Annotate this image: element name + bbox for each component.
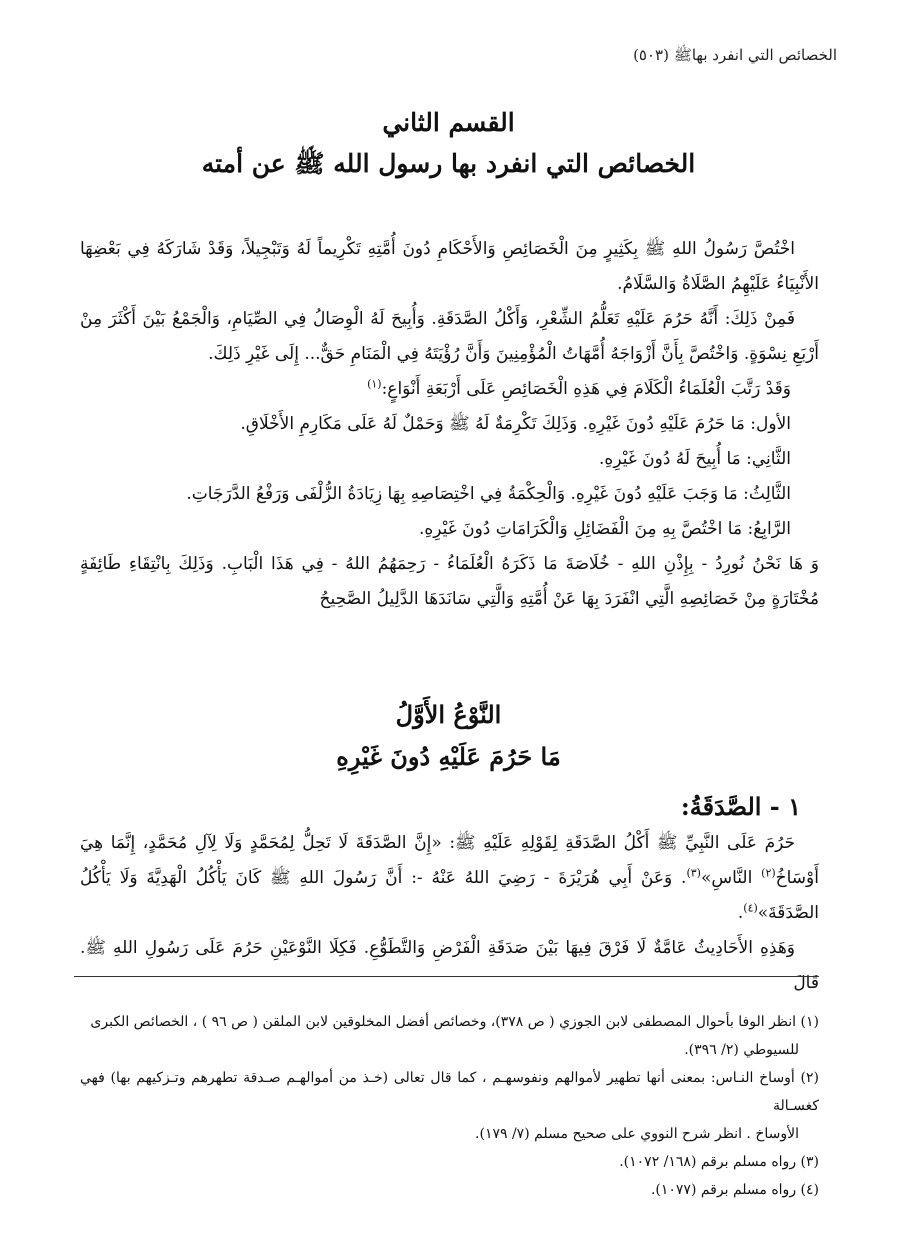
footnote-divider (74, 976, 819, 977)
paragraph-text: . (737, 903, 744, 923)
paragraph-text: وَقَدْ رَتَّبَ الْعُلَمَاءُ الْكَلَامَ فِي هَذِهِ الْخَصَائِصِ عَلَى أَرْبَعَةِ أَنْوَاعٍ: (381, 379, 791, 399)
paragraph: اخْتُصَّ رَسُولُ اللهِ ﷺ بِكَثِيرٍ مِنَ الْخَصَائِصِ وَالأَحْكَامِ دُونَ أُمَّتِهِ تَكْرِيماً لَهُ وَتَبْجِيلاً، وَقَدْ شَارَكَهُ فِي بَعْضِهَا الأَنْبِيَاءُ عَلَيْهِمُ الصَّلَاةُ وَالسَّلَامُ. (80, 239, 819, 294)
paragraph: الثَّانِي: مَا أُبِيحَ لَهُ دُونَ غَيْرِهِ. (599, 449, 791, 469)
paragraph (80, 372, 791, 407)
item-text (80, 826, 819, 1001)
type-heading: النَّوْعُ الأَوَّلُ (395, 700, 502, 729)
footnote-ref[interactable]: (٤) (743, 901, 758, 915)
section-title: القسم الثاني (382, 108, 515, 137)
footnote-continuation: للسيوطي (٢/ ٣٩٦). (684, 1042, 799, 1058)
paragraph (80, 826, 819, 931)
intro-text (80, 232, 819, 617)
section-subtitle: الخصائص التي انفرد بها رسول الله ﷺ عن أمته (201, 149, 696, 178)
footnote: (٢) أوساخ النـاس: بمعنى أنها تطهير لأموالهم ونفوسهـم ، كما قال تعالى (خـذ من أموالهـم صـدقة تطهرهم وتـزكيهم بها) فهي كغسـالة (80, 1070, 819, 1114)
footnote-ref[interactable]: (٣) (686, 866, 701, 880)
footnote-continuation: الأوساخ . انظر شرح النووي على صحيح مسلم (٧/ ١٧٩). (475, 1126, 799, 1142)
type-subheading: مَا حَرُمَ عَلَيْهِ دُونَ غَيْرِهِ (336, 742, 561, 771)
footnote: (١) انظر الوفا بأحوال المصطفى لابن الجوزي ( ص ٣٧٨)، وخصائص أفضل المخلوقين لابن الملقن ( ص ٩٦ ) ، الخصائص الكبرى (90, 1014, 819, 1030)
paragraph: الأول: مَا حَرُمَ عَلَيْهِ دُونَ غَيْرِهِ. وَذَلِكَ تَكْرِمَةٌ لَهُ ﷺ وَحَمْلٌ لَهُ عَلَى مَكَارِمِ الأَخْلَاقِ. (240, 414, 791, 434)
paragraph: الثَّالِثُ: مَا وَجَبَ عَلَيْهِ دُونَ غَيْرِهِ. وَالْحِكْمَةُ فِي اخْتِصَاصِهِ بِهَا زِيَادَةُ الزُّلْفَى وَرَفْعُ الدَّرَجَاتِ. (186, 484, 791, 504)
running-head: الخصائص التي انفرد بهاﷺ (٥٠٣) (633, 46, 837, 64)
footnote: (٣) رواه مسلم برقم (١٦٨/ ١٠٧٢). (619, 1154, 819, 1170)
paragraph-text: حَرُمَ عَلَى النَّبِيِّ ﷺ أَكْلُ الصَّدَقَةِ لِقَوْلِهِ عَلَيْهِ ﷺ: «إِنَّ الصَّدَقَةَ لَا تَحِلُّ لِمُحَمَّدٍ وَلَا لِآلِ مُحَمَّدٍ، إِنَّمَا هِيَ أَوْسَاخُ (80, 833, 819, 888)
footnote-ref[interactable]: (٢) (761, 866, 776, 880)
paragraph-text: . وَعَنْ أَبِي هُرَيْرَةَ - رَضِيَ اللهُ عَنْهُ -: أَنَّ رَسُولَ اللهِ ﷺ كَانَ يَأْكُلُ الْهَدِيَّةَ وَلَا يَأْكُلُ الصَّدَقَةَ» (80, 868, 819, 923)
footnote: (٤) رواه مسلم برقم (١٠٧٧). (650, 1182, 819, 1198)
paragraph: وَ هَا نَحْنُ نُورِدُ - بِإِذْنِ اللهِ - خُلَاصَةَ مَا ذَكَرَهُ الْعُلَمَاءُ - رَحِمَهُمُ اللهُ - فِي هَذَا الْبَابِ. وَذَلِكَ بِانْتِقَاءِ طَائِفَةٍ مُخْتَارَةٍ مِنْ خَصَائِصِهِ الَّتِي انْفَرَدَ بِهَا عَنْ أُمَّتِهِ وَالَّتِي سَانَدَهَا الدَّلِيلُ الصَّحِيحُ (80, 554, 819, 609)
paragraph: الرَّابِعُ: مَا اخْتُصَّ بِهِ مِنَ الْفَضَائِلِ وَالْكَرَامَاتِ دُونَ غَيْرِهِ. (418, 519, 791, 539)
paragraph: فَمِنْ ذَلِكَ: أَنَّهُ حَرُمَ عَلَيْهِ تَعَلُّمُ الشِّعْرِ، وَأَكْلُ الصَّدَقَةِ. وَأُبِيحَ لَهُ الْوِصَالُ فِي الصِّيَامِ، وَالْجَمْعُ بَيْنَ أَكْثَرَ مِنْ أَرْبَعِ نِسْوَةٍ. وَاخْتُصَّ بِأَنَّ أَزْوَاجَهُ أُمَّهَاتُ الْمُؤْمِنِينَ وَأَنَّ رُؤْيَتَهُ فِي الْمَنَامِ حَقٌّ... إِلَى غَيْرِ ذَلِكَ. (80, 309, 819, 364)
paragraph-text: النَّاسِ» (700, 868, 753, 888)
footnotes (80, 1008, 819, 1204)
paragraph: وَهَذِهِ الأَحَادِيثُ عَامَّةٌ لَا فَرْقَ فِيهَا بَيْنَ صَدَقَةِ الْفَرْضِ وَالتَّطَوُّعِ. فَكِلَا النَّوْعَيْنِ حَرُمَ عَلَى رَسُولِ اللهِ ﷺ. قَالَ (80, 938, 819, 993)
item-heading: ١ - الصَّدَقَةُ: (680, 792, 801, 821)
footnote-ref[interactable]: (١) (367, 377, 382, 391)
